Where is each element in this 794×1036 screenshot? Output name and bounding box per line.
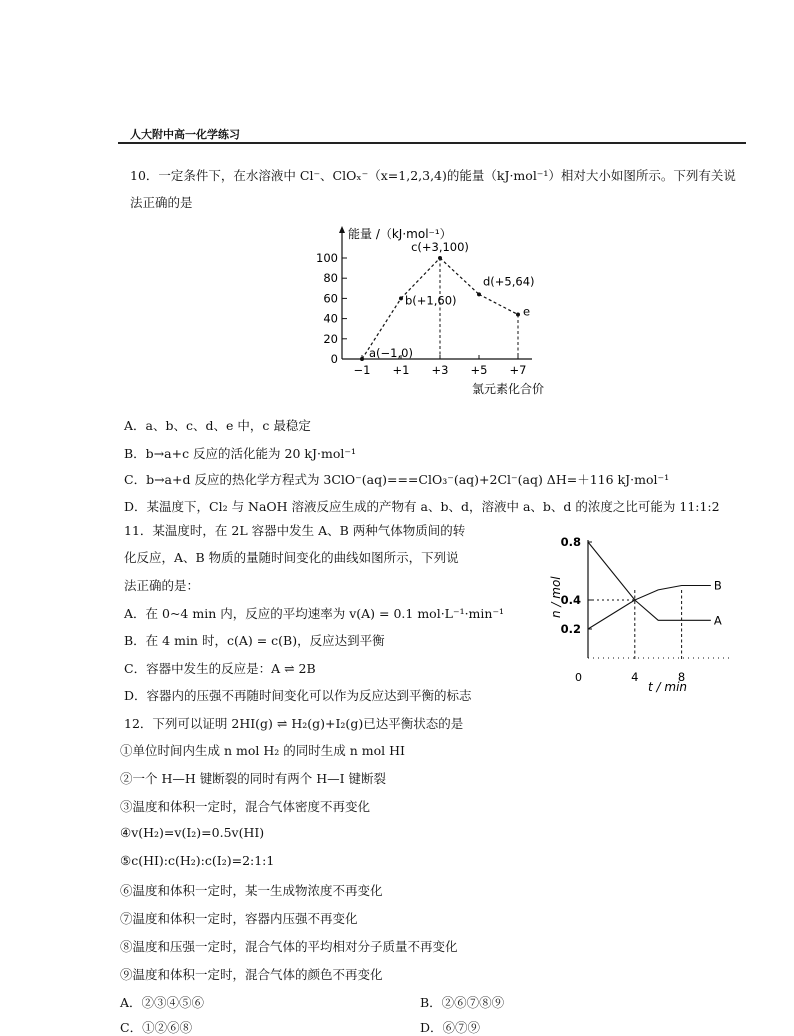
mol-origin-label: 0 [575,671,582,684]
q10-stem-line1: 10．一定条件下，在水溶液中 Cl⁻、ClOₓ⁻（x=1,2,3,4)的能量（kJ·mol⁻¹）相对大小如图所示。下列有关说 [130,168,736,183]
energy-point [438,256,442,260]
page-header: 人大附中高一化学练习 [130,128,240,141]
energy-xtick-label: +1 [392,363,410,377]
energy-point-label: e [523,304,531,319]
energy-point-label: a(−1,0) [369,346,413,360]
energy-xtick-label: +3 [431,363,449,377]
q12-item-8: ⑧温度和压强一定时，混合气体的平均相对分子质量不再变化 [120,939,458,954]
q10-option-d: D．某温度下，Cl₂ 与 NaOH 溶液反应生成的产物有 a、b、d，溶液中 a、b、d 的浓度之比可能为 11:1:2 [124,499,720,514]
energy-ytick-label: 40 [323,311,338,326]
mol-x-label: t / min [648,680,688,694]
energy-ytick-label: 80 [323,271,338,286]
mol-series-B [588,586,711,630]
energy-ytick-label: 60 [323,291,338,306]
q12-option-d: D．⑥⑦⑨ [420,1020,481,1035]
q12-item-7: ⑦温度和体积一定时，容器内压强不再变化 [120,911,358,926]
q12-stem: 12．下列可以证明 2HI(g) ⇌ H₂(g)+I₂(g)已达平衡状态的是 [124,716,464,731]
q10-option-b: B．b→a+c 反应的活化能为 20 kJ·mol⁻¹ [124,446,356,461]
q12-option-a: A．②③④⑤⑥ [120,995,205,1010]
energy-chart [300,222,570,400]
mol-xtick-label: 8 [677,670,686,684]
q11-stem-line2: 化反应，A、B 物质的量随时间变化的曲线如图所示，下列说 [124,550,459,565]
q11-option-b: B．在 4 min 时，c(A) = c(B)，反应达到平衡 [124,633,385,648]
energy-y-label: 能量 /（kJ·mol⁻¹） [348,227,452,241]
energy-point-label: b(+1,60) [405,293,457,308]
energy-point-label: c(+3,100) [411,240,469,254]
q12-item-6: ⑥温度和体积一定时，某一生成物浓度不再变化 [120,883,383,898]
q11-option-a: A．在 0~4 min 内，反应的平均速率为 v(A) = 0.1 mol·L⁻¹·min⁻¹ [124,606,505,621]
q11-stem-line1: 11．某温度时，在 2L 容器中发生 A、B 两种气体物质间的转 [124,523,466,538]
energy-ytick-label: 20 [323,331,338,346]
q10-option-a: A．a、b、c、d、e 中，c 最稳定 [124,418,311,433]
energy-point [399,296,403,300]
q11-option-c: C．容器中发生的反应是：A ⇌ 2B [124,661,316,676]
q12-option-c: C．①②⑥⑧ [120,1020,193,1035]
mol-xtick-label: 4 [631,670,639,684]
mol-ytick-label: 0.8 [560,535,581,549]
mol-y-label: n / mol [549,576,563,618]
q12-item-2: ②一个 H—H 键断裂的同时有两个 H—I 键断裂 [120,771,387,786]
energy-segment [401,258,440,298]
mol-series-label: B [713,578,722,593]
mol-series-A [588,542,711,620]
energy-ytick-label: 100 [316,251,338,265]
header-rule [118,142,746,144]
energy-segment [479,294,518,314]
mol-ytick-label: 0.2 [560,622,581,636]
energy-point [477,292,481,296]
energy-point [516,313,520,317]
energy-point [360,357,364,361]
energy-x-label: 氯元素化合价 [472,382,545,396]
energy-y-arrow [339,226,345,233]
energy-segment [440,258,479,294]
q12-option-b: B．②⑥⑦⑧⑨ [420,995,505,1010]
q12-item-4: ④v(H₂)=v(I₂)=0.5v(HI) [120,825,265,840]
energy-xtick-label: +5 [470,363,488,377]
q10-stem-line2: 法正确的是 [130,195,193,210]
q12-item-1: ①单位时间内生成 n mol H₂ 的同时生成 n mol HI [120,743,405,758]
mol-ytick-label: 0.4 [560,593,581,607]
energy-xtick-label: +7 [509,363,527,377]
mol-series-label: A [713,613,722,628]
q12-item-5: ⑤c(HI):c(H₂):c(I₂)=2:1:1 [120,853,275,868]
q11-option-d: D．容器内的压强不再随时间变化可以作为反应达到平衡的标志 [124,688,472,703]
q10-option-c: C．b→a+d 反应的热化学方程式为 3ClO⁻(aq)===ClO₃⁻(aq)+2Cl⁻(aq) ΔH=＋116 kJ·mol⁻¹ [124,472,670,487]
q11-stem-line3: 法正确的是： [124,578,200,593]
energy-xtick-label: −1 [353,363,371,377]
q12-item-3: ③温度和体积一定时，混合气体密度不再变化 [120,799,371,814]
mol-chart [548,530,748,700]
energy-point-label: d(+5,64) [483,274,535,289]
energy-ytick-label: 0 [330,352,338,366]
q12-item-9: ⑨温度和体积一定时，混合气体的颜色不再变化 [120,967,383,982]
